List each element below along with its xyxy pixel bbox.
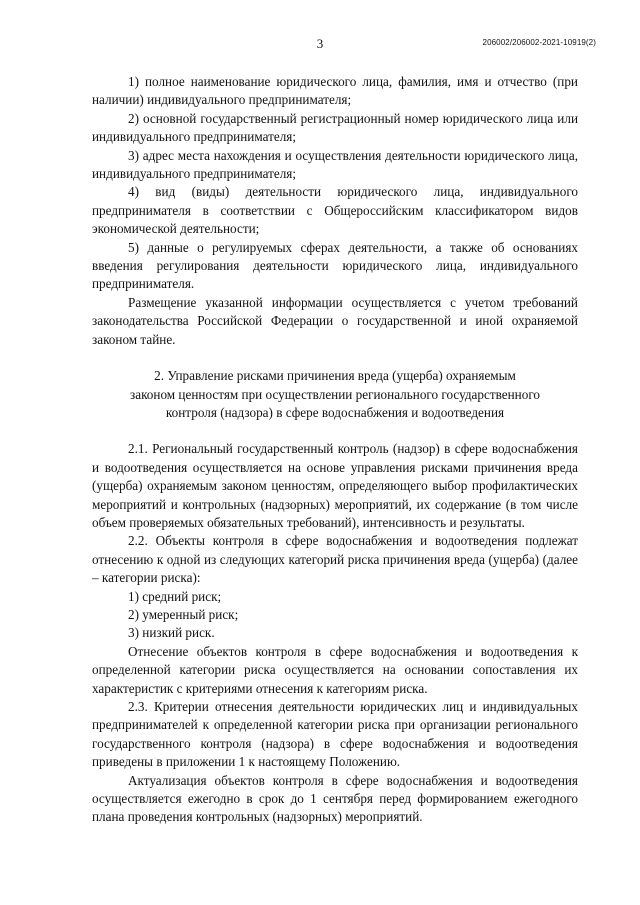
list-item-1: 1) полное наименование юридического лица, фамилия, имя и отчество (при наличии) индивидуального предпринимателя; [92, 74, 578, 108]
paragraph-2-3: 2.3. Критерии отнесения деятельности юридических лиц и индивидуальных предпринимателей к определенной категории риска при организации регионального государственного контроля (надзора) в сфере водоснабжения и водоотведения приведены в приложении 1 к настоящему Положению. [92, 699, 578, 770]
heading-line-1: 2. Управление рисками причинения вреда (ущерба) охраняемым [154, 368, 516, 384]
paragraph-2-1: 2.1. Региональный государственный контроль (надзор) в сфере водоснабжения и водоотведения осуществляется на основе управления рисками причинения вреда (ущерба) охраняемым законом ценностям, определяющего выбор профилактических мероприятий и контрольных (надзорных) мероприятий, их содержание (в том числе объем проверяемых обязательных требований), интенсивность и результаты. [92, 441, 578, 530]
risk-category-low: 3) низкий риск. [128, 625, 215, 641]
disclosure-paragraph: Размещение указанной информации осуществляется с учетом требований законодательства Российской Федерации о государственной и иной охраняемой законом тайне. [92, 294, 578, 347]
risk-category-medium: 1) средний риск; [128, 588, 222, 604]
risk-category-moderate: 2) умеренный риск; [128, 606, 239, 622]
section-2-heading [92, 367, 578, 422]
list-item-5: 5) данные о регулируемых сферах деятельности, а также об основаниях введения регулирования деятельности юридического лица, индивидуального предпринимателя. [92, 239, 578, 292]
paragraph-2-2: 2.2. Объекты контроля в сфере водоснабжения и водоотведения подлежат отнесению к одной из следующих категорий риска причинения вреда (ущерба) (далее – категории риска): [92, 533, 578, 586]
list-item-2: 2) основной государственный регистрационный номер юридического лица или индивидуального предпринимателя; [92, 110, 578, 145]
document-body [92, 73, 578, 827]
update-paragraph: Актуализация объектов контроля в сфере водоснабжения и водоотведения осуществляется ежегодно в срок до 1 сентября перед формированием ежегодного плана проведения контрольных (надзорных) мероприятий. [92, 772, 578, 825]
document-id: 206002/206002-2021-10919(2) [482, 38, 596, 47]
assignment-paragraph: Отнесение объектов контроля в сфере водоснабжения и водоотведения к определенной категории риска осуществляется на основании сопоставления их характеристик с критериями отнесения к категориям риска. [92, 643, 578, 696]
heading-line-3: контроля (надзора) в сфере водоснабжения и водоотведения [165, 404, 505, 420]
list-item-3: 3) адрес места нахождения и осуществления деятельности юридического лица, индивидуального предпринимателя; [92, 147, 578, 182]
heading-line-2: законом ценностям при осуществлении регионального государственного [130, 386, 540, 402]
list-item-4: 4) вид (виды) деятельности юридического лица, индивидуального предпринимателя в соответствии с Общероссийским классификатором видов экономической деятельности; [92, 184, 578, 237]
page-number: 3 [316, 36, 324, 51]
